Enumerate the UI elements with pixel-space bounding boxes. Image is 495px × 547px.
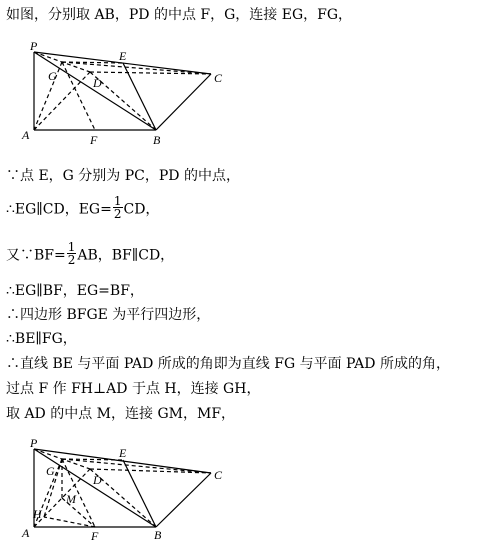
text-line-4-b: AB，BF∥CD， [77, 247, 175, 264]
label-H: H [33, 507, 42, 521]
text-line-10: 取 AD 的中点 M，连接 GM，MF， [6, 406, 236, 422]
edge-PB [34, 449, 156, 527]
text-line-3 [6, 194, 160, 222]
label-F: F [91, 529, 99, 543]
text-line-7: ∴BE∥FG， [6, 331, 77, 347]
edge-AD [34, 72, 90, 130]
label-B: B [154, 528, 162, 542]
text-line-6: ∴四边形 BFGE 为平行四边形， [6, 307, 211, 323]
edge-GC [62, 62, 211, 74]
edge-FH [44, 517, 95, 527]
label-P: P [30, 436, 38, 450]
fraction-half-2 [67, 241, 77, 266]
text-line-8: ∴直线 BE 与平面 PAD 所成的角即为直线 FG 与平面 PAD 所成的角， [6, 356, 450, 372]
fraction-denominator: 2 [113, 207, 122, 221]
fraction-half-1 [113, 195, 123, 220]
label-E: E [119, 446, 127, 460]
text-line-4-a: 又∵BF= [6, 247, 66, 264]
label-E: E [119, 49, 127, 63]
fraction-denominator: 2 [67, 253, 76, 267]
text-line-3-b: CD， [123, 201, 160, 218]
label-G: G [46, 464, 55, 478]
label-C: C [214, 468, 223, 482]
edge-GC [62, 459, 211, 473]
label-A: A [22, 128, 30, 142]
text-line-5: ∴EG∥BF，EG=BF， [6, 283, 144, 299]
label-D: D [93, 473, 102, 487]
text-line-4 [6, 240, 175, 268]
geometry-figure-2 [0, 427, 495, 547]
label-F: F [90, 133, 98, 147]
edge-BC [156, 74, 211, 130]
label-B: B [153, 133, 161, 147]
label-G: G [48, 69, 57, 83]
edge-BC [156, 473, 211, 527]
text-line-3-a: ∴EG∥CD，EG= [6, 201, 112, 218]
label-C: C [214, 71, 223, 85]
edge-PB [34, 52, 156, 130]
text-line-2: ∵点 E，G 分别为 PC，PD 的中点， [6, 168, 240, 184]
label-D: D [93, 76, 102, 90]
label-M: M [66, 492, 76, 506]
label-A: A [22, 526, 30, 540]
fraction-numerator: 1 [113, 194, 122, 208]
label-P: P [30, 39, 38, 53]
text-line-9: 过点 F 作 FH⊥AD 于点 H，连接 GH， [6, 381, 261, 397]
fraction-numerator: 1 [67, 240, 76, 254]
text-line-1: 如图，分别取 AB，PD 的中点 F，G，连接 EG，FG， [6, 7, 353, 23]
geometry-figure-1 [0, 36, 495, 156]
